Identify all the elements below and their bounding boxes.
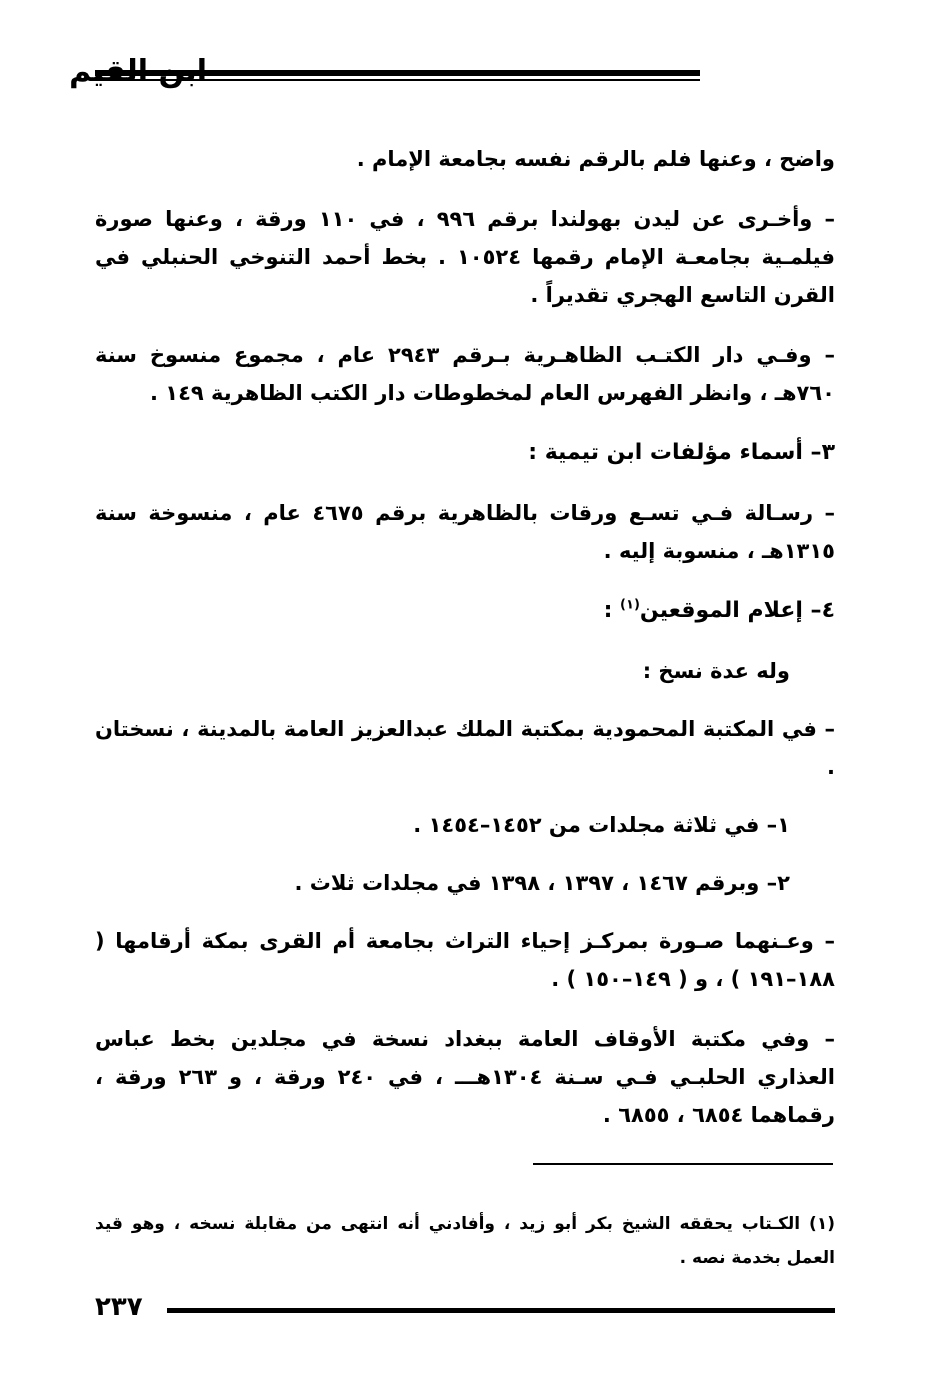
paragraph: – وأخـرى عن ليدن بهولندا برقم ٩٩٦ ، في ١١٠ ورقة ، وعنها صورة فيلمـية بجامعـة الإمام رقمها ١٠٥٢٤ . بخط أحمد التنوخي الحنبلي في القرن التاسع الهجري تقديراً . <box>95 207 835 307</box>
heading-text: ٤– إعلام الموقعين <box>639 598 835 623</box>
footer-rule <box>167 1308 835 1313</box>
footnote-marker[interactable]: (١) <box>620 597 640 613</box>
heading-suffix: : <box>603 598 621 623</box>
footnote: (١) الكـتاب يحققه الشيخ بكر أبو زيد ، وأفادني أنه انتهى من مقابلة نسخه ، وهو قيد العمل بخدمة نصه . <box>95 1214 835 1268</box>
paragraph: – وفي مكتبة الأوقاف العامة ببغداد نسخة في مجلدين بخط عباس العذاري الحلبـي فـي سـنة ١٣٠٤هـــ ، في ٢٤٠ ورقة ، و ٢٦٣ ورقة ، رقماهما ٦٨٥٤ ، ٦٨٥٥ . <box>95 1027 835 1127</box>
list-item: ٢– وبرقم ١٤٦٧ ، ١٣٩٧ ، ١٣٩٨ في مجلدات ثلاث . <box>294 871 790 895</box>
main-text <box>95 140 835 1156</box>
paragraph: – وعـنهما صـورة بمركـز إحياء التراث بجامعة أم القرى بمكة أرقامها ( ١٨٨–١٩١ ) ، و ( ١٤٩–١٥٠ ) . <box>95 929 835 991</box>
paragraph: – وفـي دار الكتـب الظاهـرية بـرقم ٢٩٤٣ عام ، مجموع منسوخ سنة ٧٦٠هـ ، وانظر الفهرس العام لمخطوطات دار الكتب الظاهرية ١٤٩ . <box>95 343 835 405</box>
running-header-title: ابن القيم <box>69 54 207 89</box>
page-footer <box>95 1290 835 1330</box>
copies-intro: وله عدة نسخ : <box>642 659 790 683</box>
paragraph: – رسـالة فـي تسـع ورقات بالظاهرية برقم ٤٦٧٥ عام ، منسوخة سنة ١٣١٥هـ ، منسوبة إليه . <box>95 501 835 563</box>
page-number: ٢٣٧ <box>95 1292 143 1322</box>
section-heading-4 <box>95 592 835 630</box>
paragraph: واضح ، وعنها فلم بالرقم نفسه بجامعة الإمام . <box>356 147 835 171</box>
footnote-separator <box>533 1163 833 1165</box>
running-header <box>69 50 835 100</box>
section-heading-3: ٣– أسماء مؤلفات ابن تيمية : <box>528 440 835 465</box>
list-item: ١– في ثلاثة مجلدات من ١٤٥٢–١٤٥٤ . <box>413 813 790 837</box>
list-item: – في المكتبة المحمودية بمكتبة الملك عبدالعزيز العامة بالمدينة ، نسختان . <box>95 717 835 779</box>
